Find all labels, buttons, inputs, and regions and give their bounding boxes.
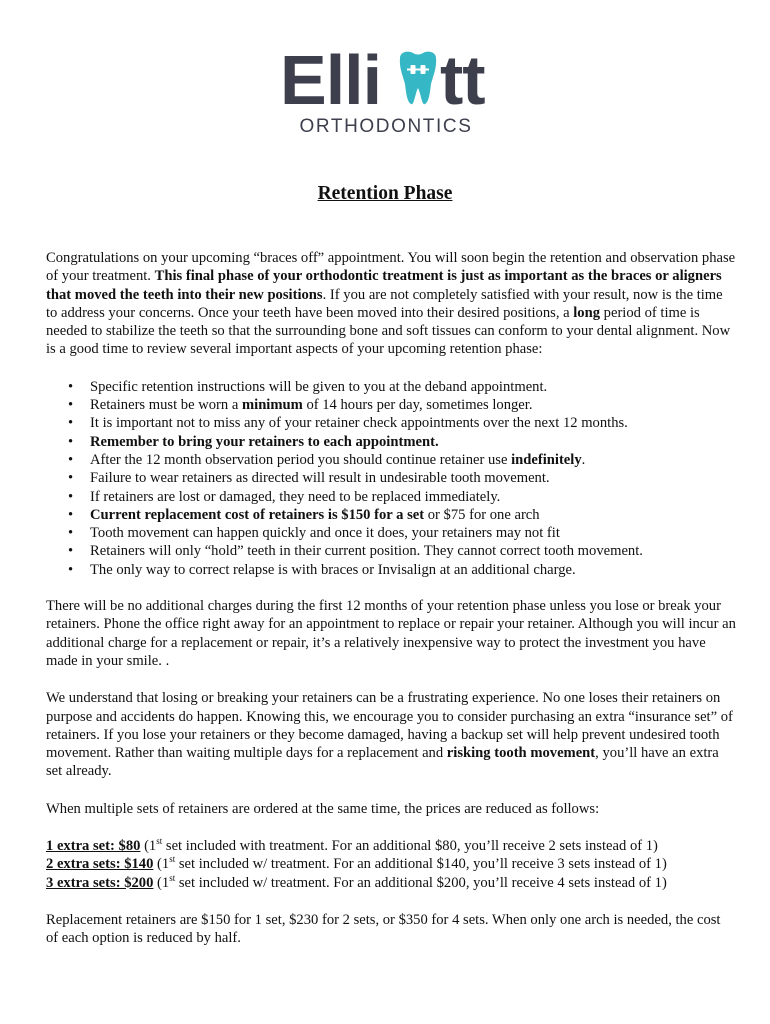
logo-word-left: Elli <box>280 41 382 119</box>
charges-paragraph: There will be no additional charges during the first 12 months of your retention phase unless you lose or break your retainers. Phone the office right away for an appointment to replace or repair your retainer. Although you will incur an additional charge for a replacement or repair, it’s a relatively inexpensive way to protect the investment you have made in your smile. . <box>46 598 736 669</box>
price-ordinal: st <box>169 872 176 883</box>
bullet-text: or $75 for one arch <box>424 506 540 523</box>
price-text: (1 <box>153 874 170 891</box>
bullet-text: If retainers are lost or damaged, they need to be replaced immediately. <box>90 488 501 505</box>
bullet-text: Retainers will only “hold” teeth in their current position. They cannot correct tooth movement. <box>90 543 643 560</box>
list-item <box>46 561 736 579</box>
list-item <box>46 433 736 451</box>
bullet-text: It is important not to miss any of your retainer check appointments over the next 12 months. <box>90 415 628 432</box>
insurance-text-1: We understand that losing or breaking your retainers can be a frustrating experience. No one loses their retainers on purpose and accidents do happen. Knowing this, we encourage you to consider purchasing an extra “insurance set” of retainers. If you lose your retainers or they become damaged, having a backup set will help prevent undesired tooth movement. Rather than waiting multiple days for a replacement and <box>46 690 733 762</box>
price-label: 2 extra sets: $140 <box>46 856 154 873</box>
list-item <box>46 524 736 542</box>
intro-text-2: . If you are not completely satisfied with your result, now is the time to address your concerns. Once your teeth have been moved into their desired positions, a <box>46 286 723 321</box>
price-label: 3 extra sets: $200 <box>46 874 154 891</box>
retention-bullet-list <box>46 378 736 579</box>
intro-text-3: period of time is needed to stabilize the teeth so that the surrounding bone and soft tissues can conform to your dental alignment. Now is a good time to review several important aspects of your upcoming retention phase: <box>46 304 731 358</box>
intro-text-1: Congratulations on your upcoming “braces off” appointment. You will soon begin the retention and observation phase of your treatment. <box>46 250 736 285</box>
bullet-bold: minimum <box>241 397 303 414</box>
price-ordinal: st <box>169 854 176 865</box>
price-label: 1 extra set: $80 <box>46 838 141 855</box>
bullet-bold: indefinitely <box>511 451 582 468</box>
logo-wordmark <box>280 41 492 119</box>
bullet-text: The only way to correct relapse is with braces or Invisalign at an additional charge. <box>90 561 576 578</box>
bullet-text: . <box>581 451 586 468</box>
price-line <box>46 855 736 873</box>
insurance-text-2: , you’ll have an extra set already. <box>46 745 719 780</box>
insurance-paragraph <box>46 689 736 780</box>
list-item <box>46 488 736 506</box>
price-ordinal: st <box>156 836 163 847</box>
document-body <box>46 249 736 948</box>
price-text: (1 <box>140 838 157 855</box>
logo-subtitle: ORTHODONTICS <box>299 116 473 137</box>
bullet-text: Retainers must be worn a <box>90 397 242 414</box>
list-item <box>46 542 736 560</box>
price-text: set included with treatment. For an additional $80, you’ll receive 2 sets instead of 1) <box>162 838 658 855</box>
list-item <box>46 414 736 432</box>
list-item <box>46 396 736 414</box>
intro-bold-2: long <box>573 304 601 321</box>
bullet-bold: Remember to bring your retainers to each appointment. <box>90 433 439 450</box>
list-item <box>46 378 736 396</box>
price-line <box>46 874 736 892</box>
replacement-paragraph: Replacement retainers are $150 for 1 set, $230 for 2 sets, or $350 for 4 sets. When only one arch is needed, the cost of each option is reduced by half. <box>46 911 721 947</box>
price-list <box>46 837 736 892</box>
price-text: set included w/ treatment. For an additional $140, you’ll receive 3 sets instead of 1) <box>175 856 667 873</box>
bullet-text: of 14 hours per day, sometimes longer. <box>302 397 533 414</box>
elliott-orthodontics-logo <box>280 41 492 137</box>
multiple-sets-paragraph: When multiple sets of retainers are ordered at the same time, the prices are reduced as follows: <box>46 800 600 817</box>
list-item <box>46 451 736 469</box>
bullet-bold: Current replacement cost of retainers is $150 for a set <box>90 506 425 523</box>
price-text: (1 <box>153 856 170 873</box>
intro-paragraph <box>46 249 736 359</box>
price-line <box>46 837 736 855</box>
list-item <box>46 469 736 487</box>
bullet-text: Specific retention instructions will be given to you at the deband appointment. <box>90 378 548 395</box>
list-item <box>46 506 736 524</box>
insurance-bold: risking tooth movement <box>446 745 596 762</box>
tooth-with-braces-icon <box>395 50 441 108</box>
bullet-text: After the 12 month observation period you should continue retainer use <box>90 451 512 468</box>
logo-word-right: tt <box>440 41 485 119</box>
bullet-text: Failure to wear retainers as directed will result in undesirable tooth movement. <box>90 470 550 487</box>
intro-bold-1: This final phase of your orthodontic treatment is just as important as the braces or aligners that moved the teeth into their new positions <box>46 268 722 303</box>
price-text: set included w/ treatment. For an additional $200, you’ll receive 4 sets instead of 1) <box>175 874 667 891</box>
bullet-text: Tooth movement can happen quickly and once it does, your retainers may not fit <box>90 525 560 542</box>
page-title: Retention Phase <box>317 183 453 204</box>
